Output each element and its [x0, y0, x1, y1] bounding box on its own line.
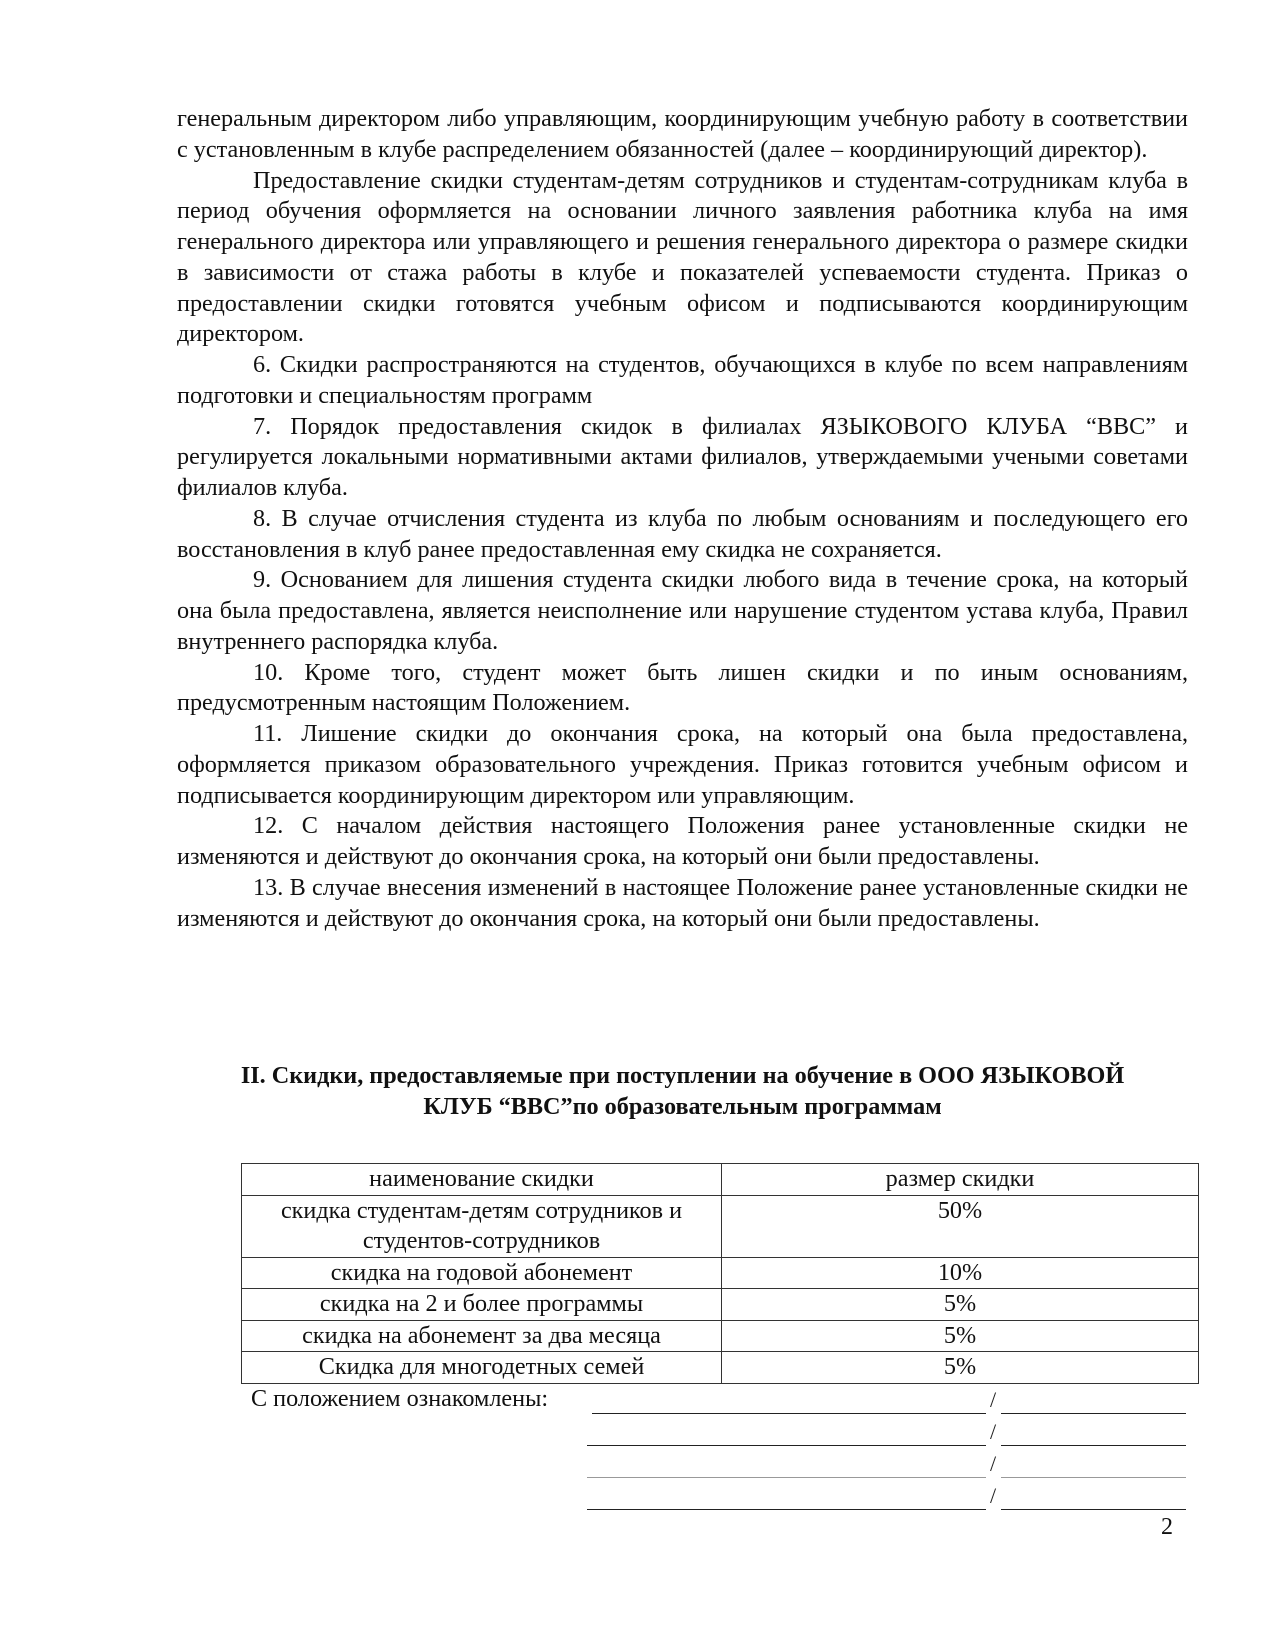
- discount-name-cell: скидка на 2 и более программы: [242, 1289, 722, 1321]
- table-row: [242, 1320, 1199, 1352]
- signature-name-line: [587, 1509, 986, 1510]
- table-row: [242, 1195, 1199, 1257]
- signature-slash: /: [990, 1419, 997, 1444]
- discount-size-cell: 5%: [722, 1320, 1199, 1352]
- page-number: 2: [1161, 1514, 1173, 1540]
- table-row: [242, 1257, 1199, 1289]
- paragraph-item-9: 9. Основанием для лишения студента скидки любого вида в течение срока, на который она была предоставлена, является неисполнение или нарушение студентом устава клуба, Правил внутреннего распорядка клуба.: [177, 566, 1188, 655]
- body-text: [177, 104, 1188, 934]
- section-heading-line1: II. Скидки, предоставляемые при поступлении на обучение в ООО ЯЗЫКОВОЙ: [240, 1062, 1125, 1089]
- table-row: [242, 1289, 1199, 1321]
- discount-size-cell: 50%: [722, 1195, 1199, 1257]
- paragraph-item-11: 11. Лишение скидки до окончания срока, на который она была предоставлена, оформляется приказом образовательного учреждения. Приказ готовится учебным офисом и подписывается координирующим директором или управляющим.: [177, 720, 1188, 809]
- paragraph-continuation: генеральным директором либо управляющим, координирующим учебную работу в соответствии с установленным в клубе распределением обязанностей (далее – координирующий директор).: [177, 105, 1188, 163]
- signature-label: С положением ознакомлены:: [251, 1385, 549, 1412]
- discount-name-cell: Скидка для многодетных семей: [242, 1352, 722, 1384]
- signature-date-line: [1001, 1509, 1186, 1510]
- discount-name-cell: скидка студентам-детям сотрудников и студентов-сотрудников: [242, 1195, 722, 1257]
- table-row: [242, 1352, 1199, 1384]
- discount-name-cell: скидка на годовой абонемент: [242, 1257, 722, 1289]
- paragraph-item-7: 7. Порядок предоставления скидок в филиалах ЯЗЫКОВОГО КЛУБА “ВВС” и регулируется локальными нормативными актами филиалов, утверждаемыми учеными советами филиалов клуба.: [177, 412, 1188, 501]
- column-header-size: размер скидки: [722, 1164, 1199, 1196]
- signature-name-line: [587, 1445, 986, 1446]
- signature-name-line: [592, 1413, 986, 1414]
- paragraph-item-8: 8. В случае отчисления студента из клуба по любым основаниям и последующего его восстановления в клуб ранее предоставленная ему скидка не сохраняется.: [177, 504, 1188, 563]
- signature-date-line: [1001, 1445, 1186, 1446]
- discount-size-cell: 5%: [722, 1289, 1199, 1321]
- signature-slash: /: [990, 1451, 997, 1476]
- section-heading-line2: КЛУБ “ВВС”по образовательным программам: [423, 1093, 942, 1120]
- paragraph-item-10: 10. Кроме того, студент может быть лишен скидки и по иным основаниям, предусмотренным настоящим Положением.: [177, 658, 1188, 717]
- paragraph-item-12: 12. С началом действия настоящего Положения ранее установленные скидки не изменяются и действуют до окончания срока, на который они были предоставлены.: [177, 812, 1188, 870]
- discount-table: [241, 1163, 1199, 1384]
- discount-size-cell: 5%: [722, 1352, 1199, 1384]
- signature-date-line: [1001, 1413, 1186, 1414]
- paragraph-staff-discount: Предоставление скидки студентам-детям сотрудников и студентам-сотрудникам клуба в период обучения оформляется на основании личного заявления работника клуба на имя генерального директора или управляющего и решения генерального директора о размере скидки в зависимости от стажа работы в клубе и показателей успеваемости студента. Приказ о предоставлении скидки готовятся учебным офисом и подписываются координирующим директором.: [177, 166, 1188, 348]
- paragraph-item-6: 6. Скидки распространяются на студентов, обучающихся в клубе по всем направлениям подготовки и специальностям программ: [177, 351, 1188, 409]
- signature-date-line: [1001, 1477, 1186, 1478]
- column-header-name: наименование скидки: [242, 1164, 722, 1196]
- paragraph-item-13: 13. В случае внесения изменений в настоящее Положение ранее установленные скидки не изменяются и действуют до окончания срока, на который они были предоставлены.: [177, 873, 1188, 932]
- signature-slash: /: [990, 1387, 997, 1412]
- discount-name-cell: скидка на абонемент за два месяца: [242, 1320, 722, 1352]
- table-header-row: [242, 1164, 1199, 1196]
- signature-name-line: [587, 1477, 986, 1478]
- discount-size-cell: 10%: [722, 1257, 1199, 1289]
- signature-slash: /: [990, 1483, 997, 1508]
- section-heading: [177, 1060, 1188, 1122]
